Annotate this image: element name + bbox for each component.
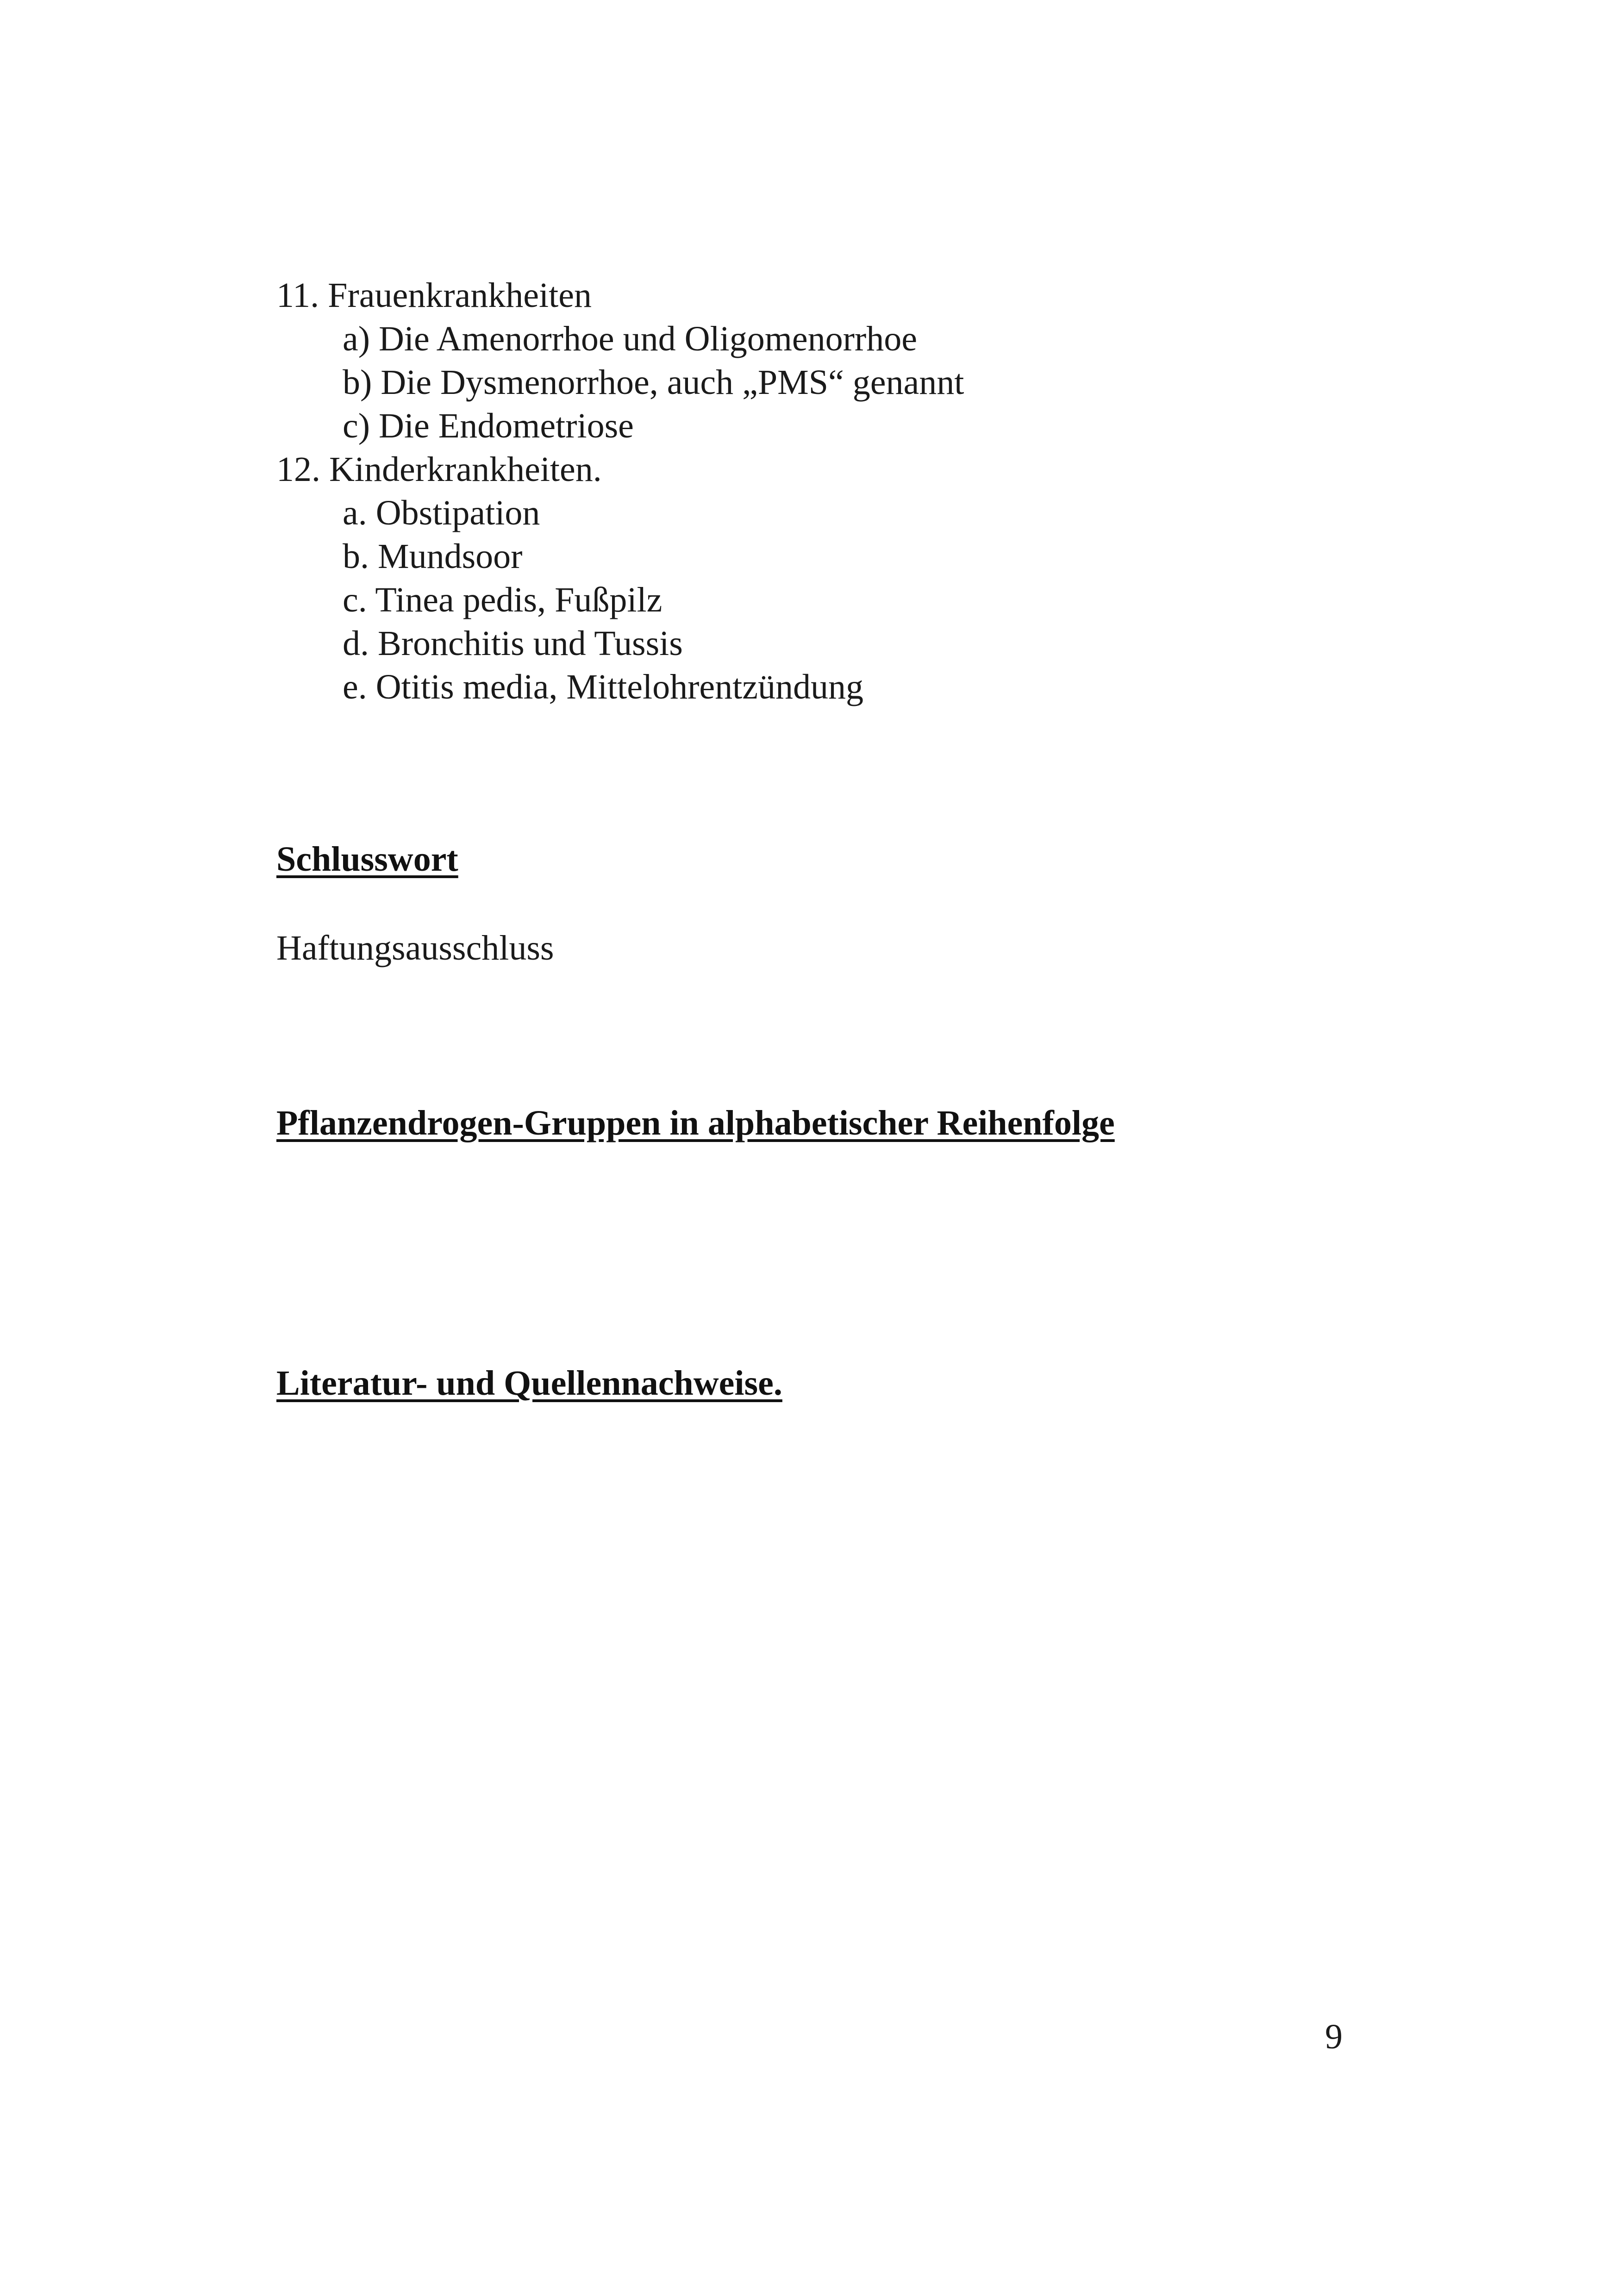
haftungsausschluss-entry: Haftungsausschluss bbox=[276, 929, 554, 967]
toc-subitem-11b: b) Die Dysmenorrhoe, auch „PMS“ genannt bbox=[343, 363, 964, 402]
toc-subitem-12c: c. Tinea pedis, Fußpilz bbox=[343, 580, 663, 619]
toc-subitem-12e: e. Otitis media, Mittelohrentzündung bbox=[343, 668, 864, 706]
page-number: 9 bbox=[1325, 2017, 1343, 2056]
schlusswort-heading: Schlusswort bbox=[276, 840, 458, 879]
toc-item-11: 11. Frauenkrankheiten bbox=[276, 276, 592, 315]
literatur-heading: Literatur- und Quellennachweise. bbox=[276, 1364, 782, 1403]
toc-item-12: 12. Kinderkrankheiten. bbox=[276, 450, 602, 489]
toc-subitem-11a: a) Die Amenorrhoe und Oligomenorrhoe bbox=[343, 319, 917, 358]
toc-subitem-11c: c) Die Endometriose bbox=[343, 406, 634, 445]
toc-subitem-12b: b. Mundsoor bbox=[343, 537, 523, 576]
toc-subitem-12a: a. Obstipation bbox=[343, 493, 540, 532]
pflanzendrogen-heading: Pflanzendrogen-Gruppen in alphabetischer Reihenfolge bbox=[276, 1104, 1115, 1142]
toc-subitem-12d: d. Bronchitis und Tussis bbox=[343, 624, 683, 663]
